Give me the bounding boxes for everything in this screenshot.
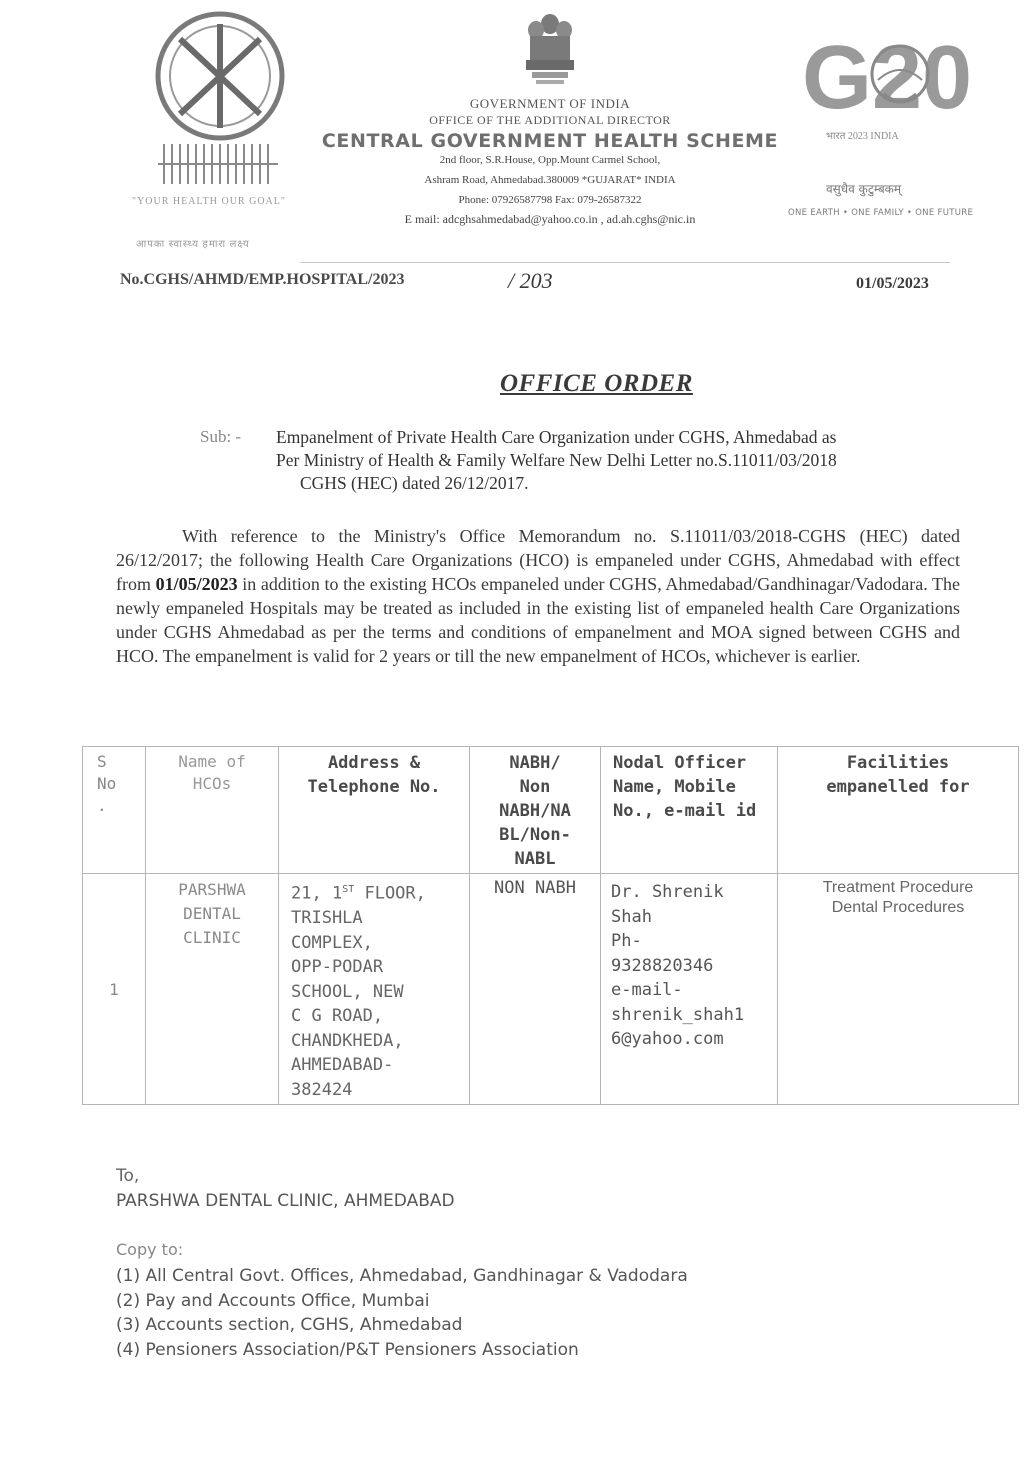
cghs-logo <box>150 4 290 194</box>
header-facilities <box>778 747 1019 874</box>
header-nabh-line: Non <box>519 777 551 797</box>
table-row <box>83 874 1019 1105</box>
g20-logo <box>800 20 973 128</box>
subject-text <box>276 426 976 495</box>
order-date: 01/05/2023 <box>856 275 929 292</box>
to-label: To, <box>116 1166 140 1186</box>
table-header-row <box>83 747 1019 874</box>
address-line: COMPLEX, <box>291 932 373 953</box>
copy-to-label: Copy to: <box>116 1240 184 1259</box>
cell-address <box>279 874 470 1105</box>
list-item: (1) All Central Govt. Offices, Ahmedabad, Gandhinagar & Vadodara <box>116 1266 688 1286</box>
address-line-2: Ashram Road, Ahmedabad.380009 *GUJARAT* INDIA <box>424 174 676 186</box>
scheme-name: CENTRAL GOVERNMENT HEALTH SCHEME <box>321 130 779 152</box>
cell-facilities <box>778 874 1019 1105</box>
office-line: OFFICE OF THE ADDITIONAL DIRECTOR <box>429 113 671 127</box>
header-nabh-line: NABH/ <box>509 753 561 773</box>
header-nabh-line: NABL <box>514 849 556 869</box>
header-name-line: Name of <box>178 752 246 771</box>
address-number: 21, 1 <box>291 883 343 904</box>
header-address <box>279 747 470 874</box>
g20-india-line: भारत 2023 INDIA <box>826 131 899 142</box>
facility-item: Dental Procedures <box>831 899 965 916</box>
g20-tagline: ONE EARTH • ONE FAMILY • ONE FUTURE <box>788 208 974 218</box>
header-nabh <box>470 747 601 874</box>
header-divider <box>300 262 950 263</box>
effective-date: 01/05/2023 <box>155 574 238 594</box>
subject-line-1: Empanelment of Private Health Care Organization under CGHS, Ahmedabad as <box>276 427 837 447</box>
address-ordinal: ST <box>342 884 355 895</box>
address-line: OPP-PODAR <box>291 957 384 978</box>
national-emblem-icon <box>522 10 578 88</box>
nodal-line: Shah <box>611 906 652 927</box>
nodal-line: 6@yahoo.com <box>611 1029 724 1049</box>
header-name-line: HCOs <box>192 774 232 793</box>
address-line: TRISHLA <box>291 908 363 929</box>
subject-label: Sub: - <box>200 427 242 446</box>
list-item: (2) Pay and Accounts Office, Mumbai <box>116 1290 430 1311</box>
page-title: OFFICE ORDER <box>500 370 693 397</box>
body-part-1: With reference to the Ministry's Office Memorandum no. S.11011/03/2018-CGHS (HEC) dated 26/12/2017; the following Health Care Organizations (HCO) is empaneled under CGHS, Ahmedabad with effect from <box>116 526 960 594</box>
header-sno-line: No <box>97 774 117 793</box>
hco-name-line: CLINIC <box>183 928 241 947</box>
logo-caption-hindi: आपका स्वास्थ्य हमारा लक्ष्य <box>136 239 250 250</box>
g20-logo-text: G20 <box>802 28 973 128</box>
body-paragraph <box>116 524 960 668</box>
empanelment-table <box>82 746 1019 1105</box>
header-address-line: Address & <box>327 753 421 773</box>
address-line <box>291 878 469 906</box>
g20-hindi-motto: वसुधैव कुटुम्बकम् <box>826 182 902 196</box>
list-item: (3) Accounts section, CGHS, Ahmedabad <box>116 1315 463 1335</box>
nodal-line: Ph- <box>611 931 642 951</box>
header-nodal-line: Nodal Officer <box>613 753 747 773</box>
header-name <box>146 747 279 874</box>
phone-fax-line: Phone: 07926587798 Fax: 079-26587322 <box>458 194 642 206</box>
address-line: C G ROAD, <box>291 1006 384 1027</box>
header-facilities-line: Facilities <box>846 753 950 773</box>
list-item: (4) Pensioners Association/P&T Pensioners Association <box>116 1339 579 1360</box>
header-sno <box>83 747 146 874</box>
header-address-line: Telephone No. <box>307 777 441 797</box>
hco-name-line: DENTAL <box>183 904 241 923</box>
header-sno-line: S <box>97 752 107 771</box>
cell-sno: 1 <box>83 874 146 1105</box>
address-line: AHMEDABAD- <box>291 1055 394 1076</box>
nodal-line: 9328820346 <box>611 955 714 976</box>
subject-line-3: CGHS (HEC) dated 26/12/2017. <box>300 473 529 493</box>
header-nodal-line: No., e-mail id <box>613 801 757 821</box>
header-facilities-line: empanelled for <box>826 777 970 797</box>
copy-to-list <box>116 1264 688 1362</box>
address-line: 382424 <box>291 1079 353 1100</box>
reference-number: No.CGHS/AHMD/EMP.HOSPITAL/2023 <box>120 271 405 288</box>
cell-hco-name <box>146 874 279 1105</box>
logo-caption-english: "YOUR HEALTH OUR GOAL" <box>132 196 286 207</box>
recipient-name: PARSHWA DENTAL CLINIC, AHMEDABAD <box>116 1191 455 1211</box>
email-line: E mail: adcghsahmedabad@yahoo.co.in , ad.ah.cghs@nic.in <box>404 212 696 226</box>
header-nodal-line: Name, Mobile <box>613 777 736 797</box>
header-nabh-line: BL/Non- <box>499 825 571 845</box>
handwritten-number: / 203 <box>508 268 553 293</box>
body-part-2: in addition to the existing HCOs empaneled under CGHS, Ahmedabad/Gandhinagar/Vadodara. The newly empaneled Hospitals may be treated as included in the existing list of empaneled health Care Organizations under CGHS Ahmedabad as per the terms and conditions of empanelment and MOA signed between CGHS and HCO. The empanelment is valid for 2 years or till the new empanelment of HCOs, whichever is earlier. <box>116 574 960 666</box>
nodal-line: shrenik_shah1 <box>611 1004 745 1025</box>
header-sno-line: . <box>97 796 107 815</box>
address-line-1: 2nd floor, S.R.House, Opp.Mount Carmel School, <box>439 154 661 166</box>
cell-nabh-status: NON NABH <box>470 874 601 1105</box>
subject-line-2: Per Ministry of Health & Family Welfare New Delhi Letter no.S.11011/03/2018 <box>276 450 837 470</box>
cell-nodal-officer <box>601 874 778 1105</box>
hco-name-line: PARSHWA <box>178 880 246 899</box>
address-line: SCHOOL, NEW <box>291 981 404 1002</box>
header-nabh-line: NABH/NA <box>499 801 571 821</box>
government-line: GOVERNMENT OF INDIA <box>469 96 631 111</box>
header-nodal-officer <box>601 747 778 874</box>
nodal-line: e-mail- <box>611 980 683 1000</box>
address-line: CHANDKHEDA, <box>291 1030 404 1051</box>
nodal-line: Dr. Shrenik <box>611 882 724 902</box>
facility-item: Treatment Procedure <box>822 879 974 896</box>
address-floor: FLOOR, <box>354 883 426 904</box>
